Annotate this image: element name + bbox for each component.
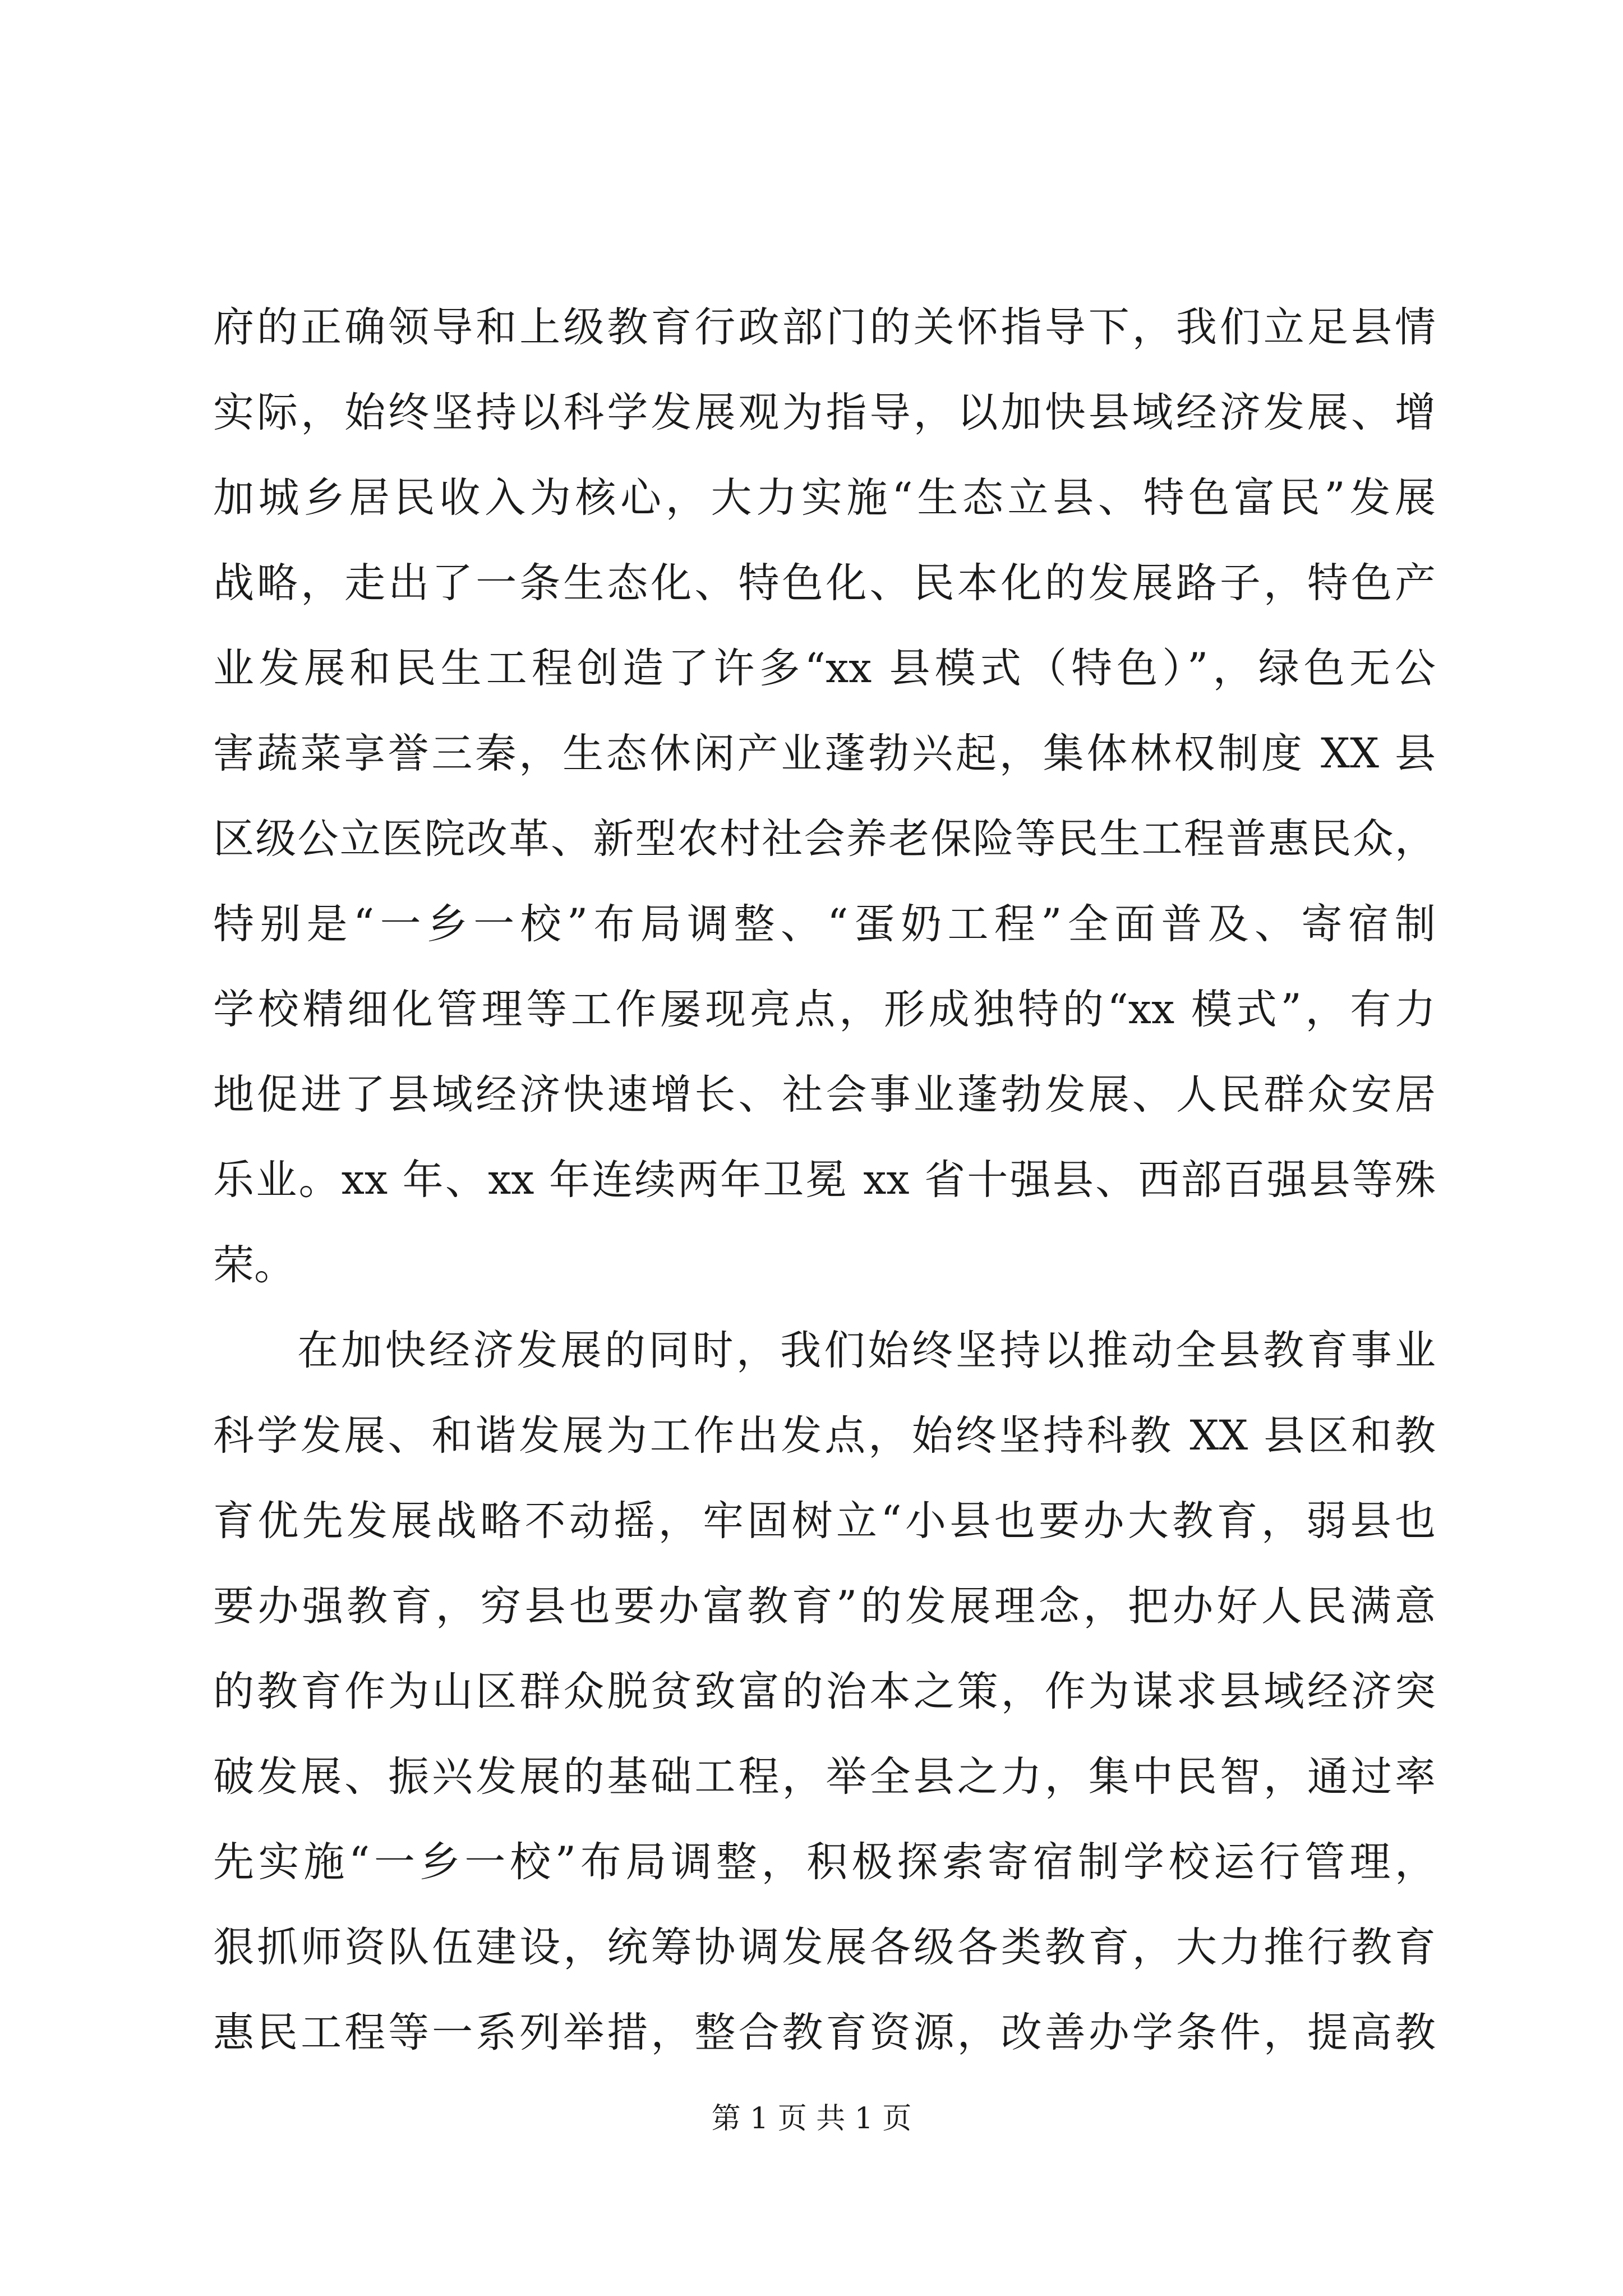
text-line: 的教育作为山区群众脱贫致富的治本之策，作为谋求县域经济突: [213, 1668, 1436, 1715]
text-line: 荣。: [213, 1241, 295, 1289]
document-body: [213, 285, 1436, 2076]
text-line: 惠民工程等一系列举措，整合教育资源，改善办学条件，提高教: [213, 2009, 1436, 2056]
text-line: 业发展和民生工程创造了许多“xx 县模式（特色）”，绿色无公: [213, 645, 1436, 692]
text-line: 狠抓师资队伍建设，统筹协调发展各级各类教育，大力推行教育: [213, 1924, 1436, 1971]
paragraph-1: [213, 285, 1436, 1308]
text-line: 要办强教育，穷县也要办富教育”的发展理念，把办好人民满意: [213, 1582, 1436, 1630]
text-line: 府的正确领导和上级教育行政部门的关怀指导下，我们立足县情: [213, 303, 1436, 351]
text-line: 战略，走出了一条生态化、特色化、民本化的发展路子，特色产: [213, 559, 1436, 607]
text-line: 乐业。xx 年、xx 年连续两年卫冕 xx 省十强县、西部百强县等殊: [213, 1156, 1436, 1204]
text-line: 实际，始终坚持以科学发展观为指导，以加快县域经济发展、增: [213, 389, 1436, 436]
text-line: 在加快经济发展的同时，我们始终坚持以推动全县教育事业: [297, 1327, 1436, 1374]
text-line: 特别是“一乡一校”布局调整、“蛋奶工程”全面普及、寄宿制: [213, 900, 1436, 948]
text-line: 破发展、振兴发展的基础工程，举全县之力，集中民智，通过率: [213, 1753, 1436, 1801]
text-line: 害蔬菜享誉三秦，生态休闲产业蓬勃兴起，集体林权制度 XX 县: [213, 730, 1436, 777]
page-number: 第 1 页 共 1 页: [711, 2102, 912, 2136]
text-line: 先实施“一乡一校”布局调整，积极探索寄宿制学校运行管理，: [213, 1838, 1436, 1886]
text-line: 学校精细化管理等工作屡现亮点，形成独特的“xx 模式”，有力: [213, 986, 1436, 1033]
page-footer: [0, 2099, 1623, 2138]
text-line: 地促进了县域经济快速增长、社会事业蓬勃发展、人民群众安居: [213, 1071, 1436, 1119]
paragraph-2: [213, 1308, 1436, 2076]
text-line: 科学发展、和谐发展为工作出发点，始终坚持科教 XX 县区和教: [213, 1412, 1436, 1460]
text-line: 区级公立医院改革、新型农村社会养老保险等民生工程普惠民众，: [213, 815, 1436, 863]
text-line: 加城乡居民收入为核心，大力实施“生态立县、特色富民”发展: [213, 474, 1436, 522]
text-line: 育优先发展战略不动摇，牢固树立“小县也要办大教育，弱县也: [213, 1497, 1436, 1545]
